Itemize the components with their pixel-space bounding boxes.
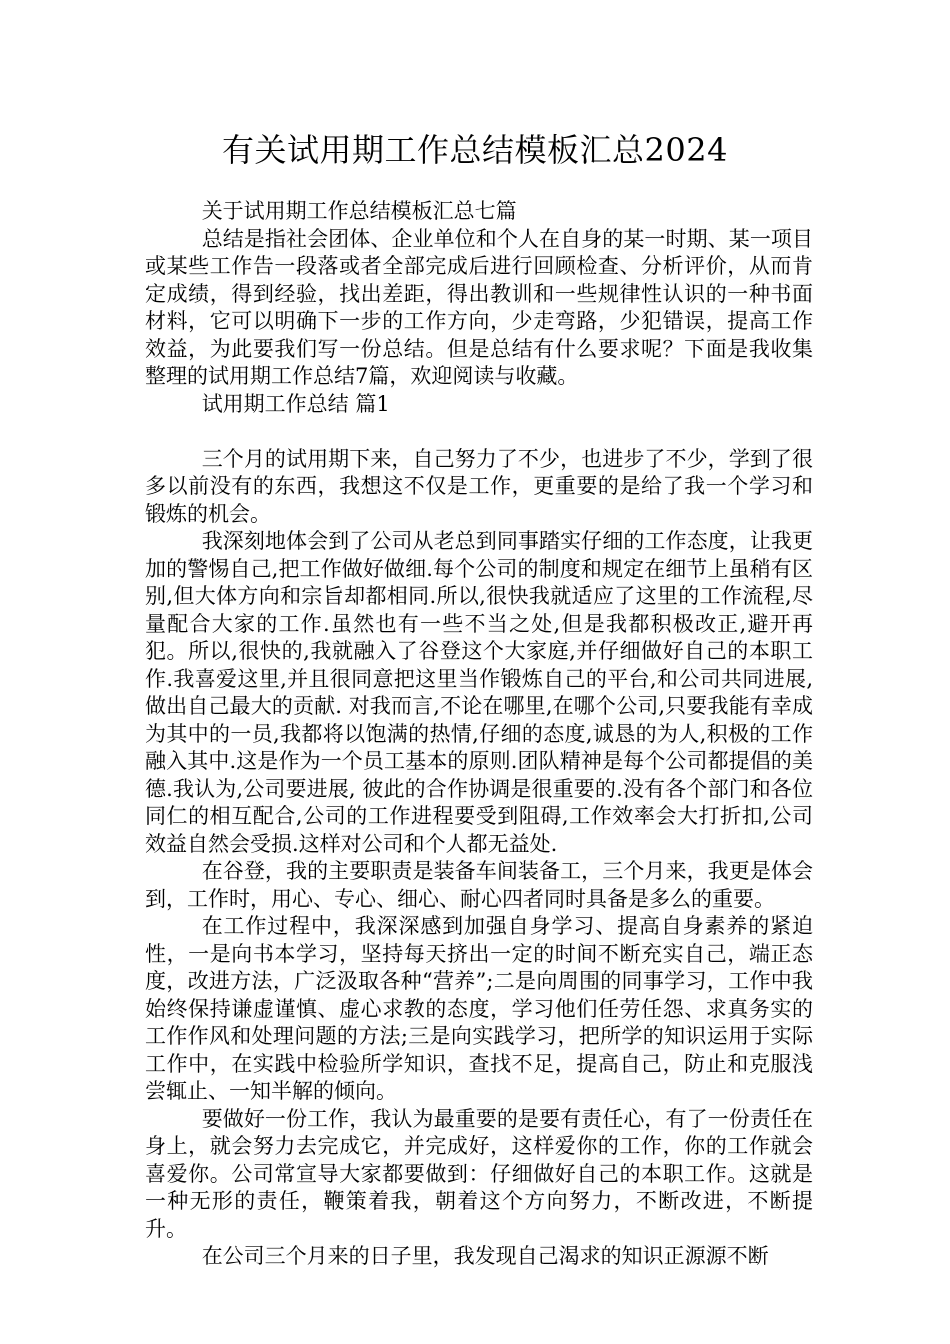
document-subtitle: 关于试用期工作总结模板汇总七篇 bbox=[201, 199, 517, 223]
section-paragraph-6: 在公司三个月来的日子里，我发现自己渴求的知识正源源不断 bbox=[201, 1244, 769, 1268]
intro-paragraph: 总结是指社会团体、企业单位和个人在自身的某一时期、某一项目或某些工作告一段落或者全部完成后进行回顾检查、分析评价，从而肯定成绩，得到经验，找出差距，得出教训和一些规律性认识的一种书面材料，它可以明确下一步的工作方向，少走弯路，少犯错误，提高工作效益，为此要我们写一份总结。但是总结有什么要求呢？下面是我收集整理的试用期工作总结7篇，欢迎阅读与收藏。 bbox=[145, 226, 813, 388]
document-body bbox=[145, 198, 813, 1271]
section-paragraph-5: 要做好一份工作，我认为最重要的是要有责任心，有了一份责任在身上，就会努力去完成它，并完成好，这样爱你的工作，你的工作就会喜爱你。公司常宣导大家都要做到：仔细做好自己的本职工作。这就是一种无形的责任，鞭策着我，朝着这个方向努力，不断改进，不断提升。 bbox=[145, 1106, 813, 1241]
section-paragraph-1: 三个月的试用期下来，自己努力了不少，也进步了不少，学到了很多以前没有的东西，我想这不仅是工作，更重要的是给了我一个学习和锻炼的机会。 bbox=[145, 446, 813, 526]
section-paragraph-3: 在谷登，我的主要职责是装备车间装备工，三个月来，我更是体会到，工作时，用心、专心、细心、耐心四者同时具备是多么的重要。 bbox=[145, 859, 813, 911]
section-heading: 试用期工作总结 篇1 bbox=[201, 391, 390, 416]
section-paragraph-4: 在工作过程中，我深深感到加强自身学习、提高自身素养的紧迫性，一是向书本学习，坚持每天挤出一定的时间不断充实自己，端正态度，改进方法，广泛汲取各种“营养”;二是向周围的同事学习，工作中我始终保持谦虚谨慎、虚心求教的态度，学习他们任劳任怨、求真务实的工作作风和处理问题的方法;三是向实践学习，把所学的知识运用于实际工作中，在实践中检验所学知识，查找不足，提高自己，防止和克服浅尝辄止、一知半解的倾向。 bbox=[145, 914, 813, 1103]
paragraph-spacer bbox=[145, 418, 813, 446]
section-paragraph-2: 我深刻地体会到了公司从老总到同事踏实仔细的工作态度，让我更加的警惕自己,把工作做好做细.每个公司的制度和规定在细节上虽稍有区别,但大体方向和宗旨却都相同.所以,很快我就适应了这里的工作流程,尽量配合大家的工作.虽然也有一些不当之处,但是我都积极改正,避开再犯。所以,很快的,我就融入了谷登这个大家庭,并仔细做好自己的本职工作.我喜爱这里,并且很同意把这里当作锻炼自己的平台,和公司共同进展,做出自己最大的贡献. 对我而言,不论在哪里,在哪个公司,只要我能有幸成为其中的一员,我都将以饱满的热情,仔细的态度,诚恳的为人,积极的工作融入其中.这是作为一个员工基本的原则.团队精神是每个公司都提倡的美德.我认为,公司要进展, 彼此的合作协调是很重要的.没有各个部门和各位同仁的相互配合,公司的工作进程要受到阻碍,工作效率会大打折扣,公司效益自然会受损.这样对公司和个人都无益处. bbox=[145, 529, 813, 856]
document-title: 有关试用期工作总结模板汇总2024 bbox=[222, 131, 728, 169]
